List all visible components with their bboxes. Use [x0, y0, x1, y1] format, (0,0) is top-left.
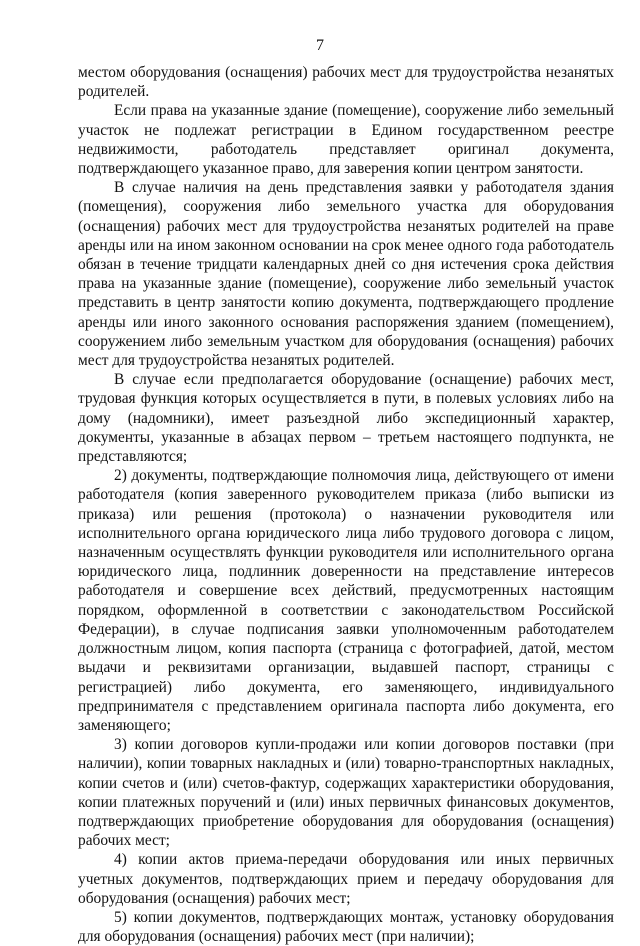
- page-number: 7: [316, 37, 324, 54]
- paragraph-lease-term: В случае наличия на день представления заявки у работодателя здания (помещения), сооружения либо земельного участка для оборудования (оснащения) рабочих мест для трудоустройства незанятых родителей на праве аренды или на ином законном основании на срок менее одного года работодатель обязан в течение тридцати календарных дней со дня истечения срока действия права на указанные здание (помещение), сооружение либо земельный участок представить в центр занятости копию документа, подтверждающего продление аренды или иного законного основания распоряжения зданием (помещением), сооружением либо земельным участком для оборудования (оснащения) рабочих мест для трудоустройства незанятых родителей.: [78, 179, 614, 370]
- paragraph-item-3-purchase-documents: 3) копии договоров купли-продажи или копии договоров поставки (при наличии), копии товарных накладных и (или) товарно-транспортных накладных, копии счетов и (или) счетов-фактур, содержащих характеристики оборудования, копии платежных поручений и (или) иных первичных финансовых документов, подтверждающих приобретение оборудования для оборудования (оснащения) рабочих мест;: [78, 736, 614, 850]
- document-body: [78, 63, 614, 946]
- paragraph-continuation: местом оборудования (оснащения) рабочих мест для трудоустройства незанятых родителей.: [78, 64, 614, 101]
- paragraph-mobile-workplaces: В случае если предполагается оборудование (оснащение) рабочих мест, трудовая функция которых осуществляется в пути, в полевых условиях либо на дому (надомники), имеет разъездной либо экспедиционный характер, документы, указанные в абзацах первом – третьем настоящего подпункта, не представляются;: [78, 371, 614, 466]
- paragraph-item-5-installation-documents: 5) копии документов, подтверждающих монтаж, установку оборудования для оборудования (оснащения) рабочих мест (при наличии);: [78, 908, 614, 946]
- paragraph-item-4-transfer-acts: 4) копии актов приема-передачи оборудования или иных первичных учетных документов, подтверждающих прием и передачу оборудования для оборудования (оснащения) рабочих мест;: [78, 851, 614, 907]
- paragraph-registration-exception: Если права на указанные здание (помещение), сооружение либо земельный участок не подлежат регистрации в Едином государственном реестре недвижимости, работодатель представляет оригинал документа, подтверждающего указанное право, для заверения копии центром занятости.: [78, 102, 614, 178]
- paragraph-item-2-authority-documents: 2) документы, подтверждающие полномочия лица, действующего от имени работодателя (копия заверенного руководителем приказа (либо выписки из приказа) или решения (протокола) о назначении руководителя или исполнительного органа юридического лица либо трудового договора с лицом, назначенным осуществлять функции руководителя или исполнительного органа юридического лица, подлинник доверенности на представление интересов работодателя и совершение всех действий, предусмотренных настоящим порядком, оформленной в соответствии с законодательством Российской Федерации), в случае подписания заявки уполномоченным работодателем должностным лицом, копия паспорта (страница с фотографией, датой, местом выдачи и реквизитами организации, выдавшей паспорт, страницы с регистрацией) либо документа, его заменяющего, индивидуального предпринимателя с представлением оригинала паспорта либо документа, его заменяющего;: [78, 467, 614, 734]
